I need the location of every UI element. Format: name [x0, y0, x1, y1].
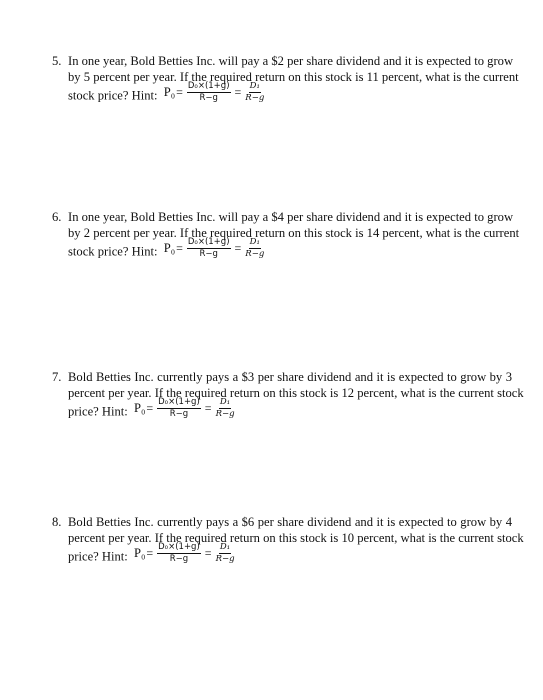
formula-equals: =: [234, 84, 242, 99]
hint-lead: price? Hint:: [68, 549, 128, 564]
hint-lead: stock price? Hint:: [68, 88, 158, 103]
formula-lhs: P₀: [163, 84, 176, 99]
problem-number: 7.: [52, 370, 62, 384]
problem-7: [52, 370, 524, 422]
formula-equals: =: [176, 240, 183, 255]
hint-line: [68, 542, 512, 567]
fraction-numerator: D₀×(1+g): [158, 397, 200, 407]
hint-formula: [131, 398, 238, 419]
problem-text: [68, 54, 519, 106]
formula-equals: =: [204, 545, 212, 560]
problem-line: Bold Betties Inc. currently pays a $3 per share dividend and it is expected to grow by 3: [68, 370, 512, 384]
problem-line: by 2 percent per year. If the required return on this stock is 14 percent, what is the current: [68, 225, 520, 240]
formula-equals: =: [146, 400, 154, 415]
formula-lhs: P₀: [133, 400, 146, 415]
formula-lhs: P₀: [133, 545, 146, 560]
fraction-numerator: D₁: [249, 81, 260, 91]
problem-number: 6.: [52, 210, 62, 224]
formula-equals: =: [204, 400, 212, 415]
problem-line: by 5 percent per year. If the required return on this stock is 11 percent, what is the current: [68, 69, 519, 84]
formula-fraction-2: [245, 82, 264, 103]
hint-lead: stock price? Hint:: [68, 244, 158, 259]
fraction-numerator: D₀×(1+g): [158, 542, 200, 552]
hint-lead: price? Hint:: [68, 404, 128, 419]
hint-line: [68, 81, 512, 106]
formula-fraction-2: [216, 543, 235, 564]
fraction-numerator: D₀×(1+g): [187, 237, 230, 247]
problem-line: percent per year. If the required return on this stock is 12 percent, what is the current stock: [68, 385, 524, 400]
fraction-denominator: R−g: [199, 93, 218, 103]
problem-6: [52, 210, 520, 262]
fraction-numerator: D₀×(1+g): [187, 81, 230, 91]
problem-8: [52, 515, 524, 567]
formula-lhs: P₀: [163, 240, 176, 255]
hint-line: [68, 397, 512, 422]
formula-equals: =: [234, 240, 242, 255]
formula-fraction-1: [157, 543, 201, 564]
problem-5: [52, 54, 519, 106]
problem-line: percent per year. If the required return on this stock is 10 percent, what is the current stock: [68, 530, 524, 545]
fraction-denominator: R−g: [245, 93, 265, 103]
problem-text: [68, 515, 524, 567]
formula-fraction-2: [216, 398, 235, 419]
fraction-denominator: R−g: [169, 554, 189, 564]
problem-number: 8.: [52, 515, 62, 529]
fraction-numerator: D₁: [249, 237, 260, 247]
fraction-numerator: D₁: [219, 397, 231, 407]
problem-line: Bold Betties Inc. currently pays a $6 per share dividend and it is expected to grow by 4: [68, 515, 512, 529]
problem-text: [68, 210, 520, 262]
hint-formula: [161, 238, 268, 259]
problem-line: In one year, Bold Betties Inc. will pay a $4 per share dividend and it is expected to grow: [68, 210, 514, 224]
formula-fraction-2: [245, 238, 264, 259]
fraction-numerator: D₁: [219, 542, 231, 552]
hint-formula: [161, 82, 268, 103]
problem-line: In one year, Bold Betties Inc. will pay a $2 per share dividend and it is expected to grow: [68, 54, 514, 68]
hint-formula: [131, 543, 238, 564]
formula-fraction-1: [187, 238, 231, 259]
formula-fraction-1: [157, 398, 201, 419]
problem-text: [68, 370, 524, 422]
hint-line: [68, 237, 512, 262]
fraction-denominator: R−g: [169, 409, 189, 419]
fraction-denominator: R−g: [215, 409, 235, 419]
fraction-denominator: R−g: [245, 249, 265, 259]
fraction-denominator: R−g: [215, 554, 235, 564]
problem-number: 5.: [52, 54, 62, 68]
fraction-denominator: R−g: [199, 249, 218, 259]
formula-equals: =: [176, 84, 183, 99]
formula-equals: =: [146, 545, 154, 560]
formula-fraction-1: [187, 82, 231, 103]
